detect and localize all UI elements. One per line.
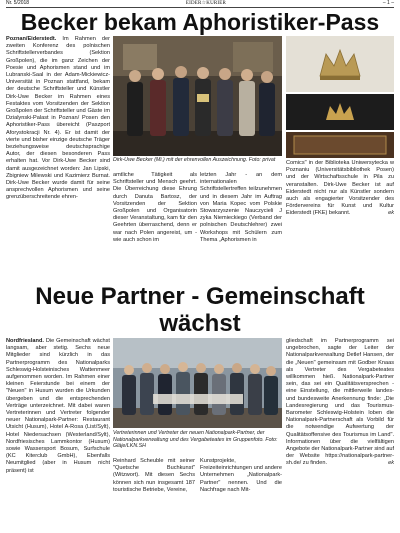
article1-plaque-image xyxy=(286,132,394,158)
article2-col1 xyxy=(6,338,110,530)
article1-col3: letzten Jahr - an dem internationalen Schriftstellertreffen teilzunehmen und in diesem Jahr im Auftrag von Maria Kopec vom Polskie Stowarzyszenie Nauczycieli J zyka Niemieckiego (Verband der polnischen Deutschlehrer) zwei Workshops mit Schülern zum Thema „Aphorismen in xyxy=(200,172,282,243)
article2-col4-text: gliedschaft im Partnerprogramm sei ungebrochen, sagte der Leiter der Nationalparkverwaltung Detlef Hansen, der die „Neuen" gemeinsam mit Godber Knaas als Vertreter des Vergabeteates willkommen hieß. Nationalpark-Partner sein, das sei ein Qualitätsversprechen - eine Einstellung, die mittlerweile landes- und bundesweite Anerkennung finde: „Die Landesregierung und das Tourismus-Barometer Schleswig-Holstein loben die Nationalpark-Partnerschaft als Vorbild für die notwendige Aufwertung der Qualitätsoffensive des Tourismus im Land". Informationen über die vielfältigen Angebote der Nationalpark-Partner sind auf der Website https://nationalpark-partner-sh.de/ zu finden. xyxy=(286,338,394,467)
article1-col4 xyxy=(286,160,394,280)
article2-col1-text: Die Gemeinschaft wächst langsam, aber stetig. Sechs neue Mitglieder sind kürzlich in das Partnerprogramm des Nationalparks Schleswig-Holsteinisches Wattenmeer aufgenommen worden. Im Rahmen einer kleinen Feierstunde bei einem der "Neuen" in Husum wurden die Urkunden übergeben und die entsprechenden Verträge unterzeichnet. Mit dabei waren Vertreterinnen und Vertreter folgender neuer Nationalpark-Partner: Restaurant Utsicht (Husum), Hotel A-Rosa (List/Sylt), Hotel Niedersachsen (Westerland/Sylt), Nordfriesisches Lammkontor (Husum) sowie Wassersport Bosum, Surfschule (KC Kiterclub GmbH), Ebenfalls Neumitglied (aber in Husum nicht präsent) ist xyxy=(6,338,110,474)
article1-photo-caption: Dirk-Uwe Becker (Mi.) mit der ehrenvollen Auszeichnung. Foto: privat xyxy=(113,157,276,163)
article2-col2: Reinhard Scheuble mit seiner "Quetsche Buchkunst" (Witzwort). Mit diesen Sechs können sich nun insgesamt 187 touristische Betriebe, Vereine, xyxy=(113,458,195,493)
article1-col1 xyxy=(6,36,110,278)
article2-signature: ek xyxy=(388,460,394,467)
group-photo xyxy=(113,338,282,428)
certificate-icon xyxy=(286,94,394,130)
article1-signature: ek xyxy=(388,210,394,217)
article2-col4 xyxy=(286,338,394,530)
page-number: – 1 – xyxy=(382,0,394,6)
article1-col1-text: Im Rahmen der zweiten Konferenz des polnischen Schriftstellerverbandes (Sektion Großpolen), die im ganz Zeichen der Poesie und Aphorismen stand und im Lubranski-Saal in der Adam-Mickiewicz-Universität in Poznan stattfand, bekam der deutsche Schriftsteller und Künstler Dirk-Uwe Becker im Rahmen eines Festaktes vom Vorsitzenden der Sektion Großpolen der Schriftsteller und Gäste im Dzialynski-Palast in Poznan/ Posen den Aphoristiker-Pass übereicht (Paszport Aforystokracji Nr. 4). Er ist damit der vierte und bisher einzige deutsche Träger beziehungsweise deutschsprachige Autor, der diesen besonderen Pass erhalten hat. Vor Dirk-Uwe Becker sind damit ausgezeichnet worden: Jan Lipski, Zbigniew Milewski und Kazimierz Burnat. Dirk-Uwe Becker wurde damit für seine ansprechvollen Aphorismen und seine grenzüberschreitende ehren- xyxy=(6,36,110,201)
issue-number: Nr. 5/2018 xyxy=(6,0,30,6)
article2-photo-caption: Vertreterinnen und Vertreter der neuen Nationalpark-Partner, der Nationalparkverwaltung und des Vergabeteates im Gruppenfoto. Foto: Gläje/LKN.SH xyxy=(113,430,278,450)
article2-headline-line2: wächst xyxy=(159,310,241,337)
article1-headline: Becker bekam Aphoristiker-Pass xyxy=(20,9,380,35)
article2-headline xyxy=(6,283,394,337)
article2-dateline: Nordfriesland. xyxy=(6,338,44,344)
plaque-icon xyxy=(286,132,394,158)
article1-col4-text: Comics" in der Biblioteka Uniwersytecka w Poznaniu (Universitätsbibliothek Posen) und der Wirtschaftsschule in Pila zu veranstalten. Dirk-Uwe Becker ist auf Eiderstedt nicht nur als Künstler sondern auch als engagierter Vorsitzender des Fördervereins für Kunst und Kultur Eiderstedt (FKE) bekannt. xyxy=(286,160,394,217)
masthead: EIDER☆KURIER xyxy=(185,1,227,6)
article1-col2: amtliche Tätigkeit als Schriftsteller und Mensch geehrt. Die Überreichung diese Ehrung durch Danuta Bartosz, der Vorsitzenden der Sektion Großpolen und Organisatorin dieser Veranstaltung, kam für den Geehrten überraschend, denn er war nach Polen angereist, um - wie auch schon im xyxy=(113,172,197,243)
article1-award-image xyxy=(286,36,394,92)
article1-certificate-image xyxy=(286,94,394,130)
page-header xyxy=(6,0,394,8)
article2-headline-line1: Neue Partner - Gemeinschaft xyxy=(35,283,365,310)
article1-dateline: Poznan/Eiderstedt. xyxy=(6,36,57,42)
article2-photo xyxy=(113,338,282,428)
article2-col3: Kunstprojekte, Freizeiteinrichtungen und andere Unternehmen „Nationalpark-Partner" nennen. Und die Nachfrage nach Mit- xyxy=(200,458,282,493)
award-graphic-icon xyxy=(286,36,394,92)
ceremony-photo xyxy=(113,36,282,156)
article1-photo xyxy=(113,36,282,156)
